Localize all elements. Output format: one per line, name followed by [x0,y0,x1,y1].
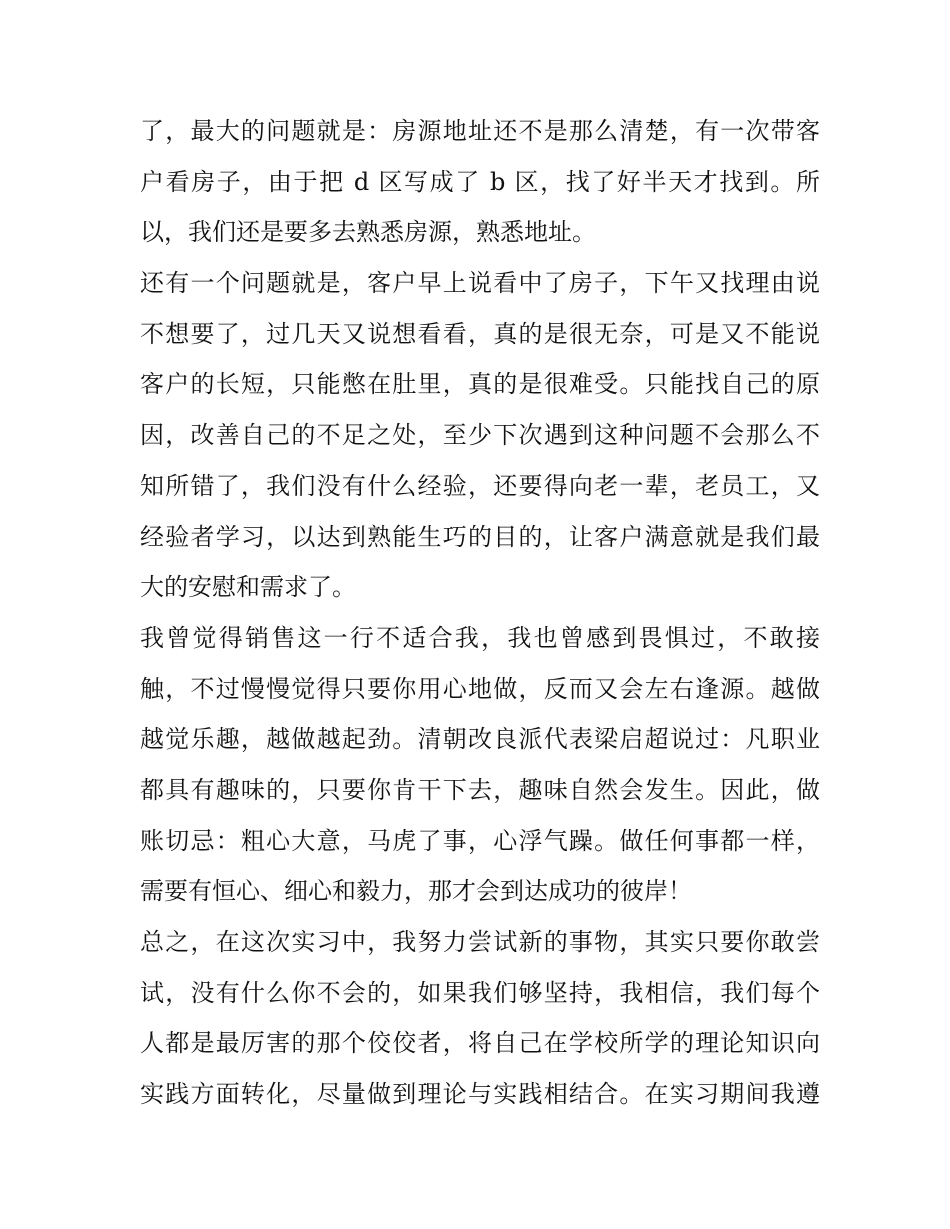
text-line: 都具有趣味的，只要你肯干下去，趣味自然会发生。因此，做 [140,775,820,804]
text-line: 还有一个问题就是，客户早上说看中了房子，下午又找理由说 [140,269,820,298]
text-line: 越觉乐趣，越做越起劲。清朝改良派代表梁启超说过：凡职业 [140,725,820,754]
body-text [140,106,820,1120]
text-line: 以，我们还是要多去熟悉房源，熟悉地址。 [140,218,596,247]
text-line: 知所错了，我们没有什么经验，还要得向老一辈，老员工，又 [140,471,820,500]
text-line: 实践方面转化，尽量做到理论与实践相结合。在实习期间我遵 [140,1080,820,1109]
text-line: 我曾觉得销售这一行不适合我，我也曾感到畏惧过，不敢接 [140,623,820,652]
text-line: 因，改善自己的不足之处，至少下次遇到这种问题不会那么不 [140,421,820,450]
text-line: 人都是最厉害的那个佼佼者，将自己在学校所学的理论知识向 [140,1029,820,1058]
text-line: 试，没有什么你不会的，如果我们够坚持，我相信，我们每个 [140,978,820,1007]
text-line: 户看房子，由于把 d 区写成了 b 区，找了好半天才找到。所 [140,167,820,196]
text-line: 需要有恒心、细心和毅力，那才会到达成功的彼岸！ [140,877,692,906]
text-line: 大的安慰和需求了。 [140,573,356,602]
text-line: 不想要了，过几天又说想看看，真的是很无奈，可是又不能说 [140,319,820,348]
text-line: 总之，在这次实习中，我努力尝试新的事物，其实只要你敢尝 [140,928,820,956]
text-line: 客户的长短，只能憋在肚里，真的是很难受。只能找自己的原 [140,370,820,399]
text-line: 触，不过慢慢觉得只要你用心地做，反而又会左右逢源。越做 [140,674,820,703]
text-line: 经验者学习，以达到熟能生巧的目的，让客户满意就是我们最 [140,522,820,551]
text-line: 账切忌：粗心大意，马虎了事，心浮气躁。做任何事都一样， [140,826,820,855]
text-line: 了，最大的问题就是：房源地址还不是那么清楚，有一次带客 [140,117,820,145]
